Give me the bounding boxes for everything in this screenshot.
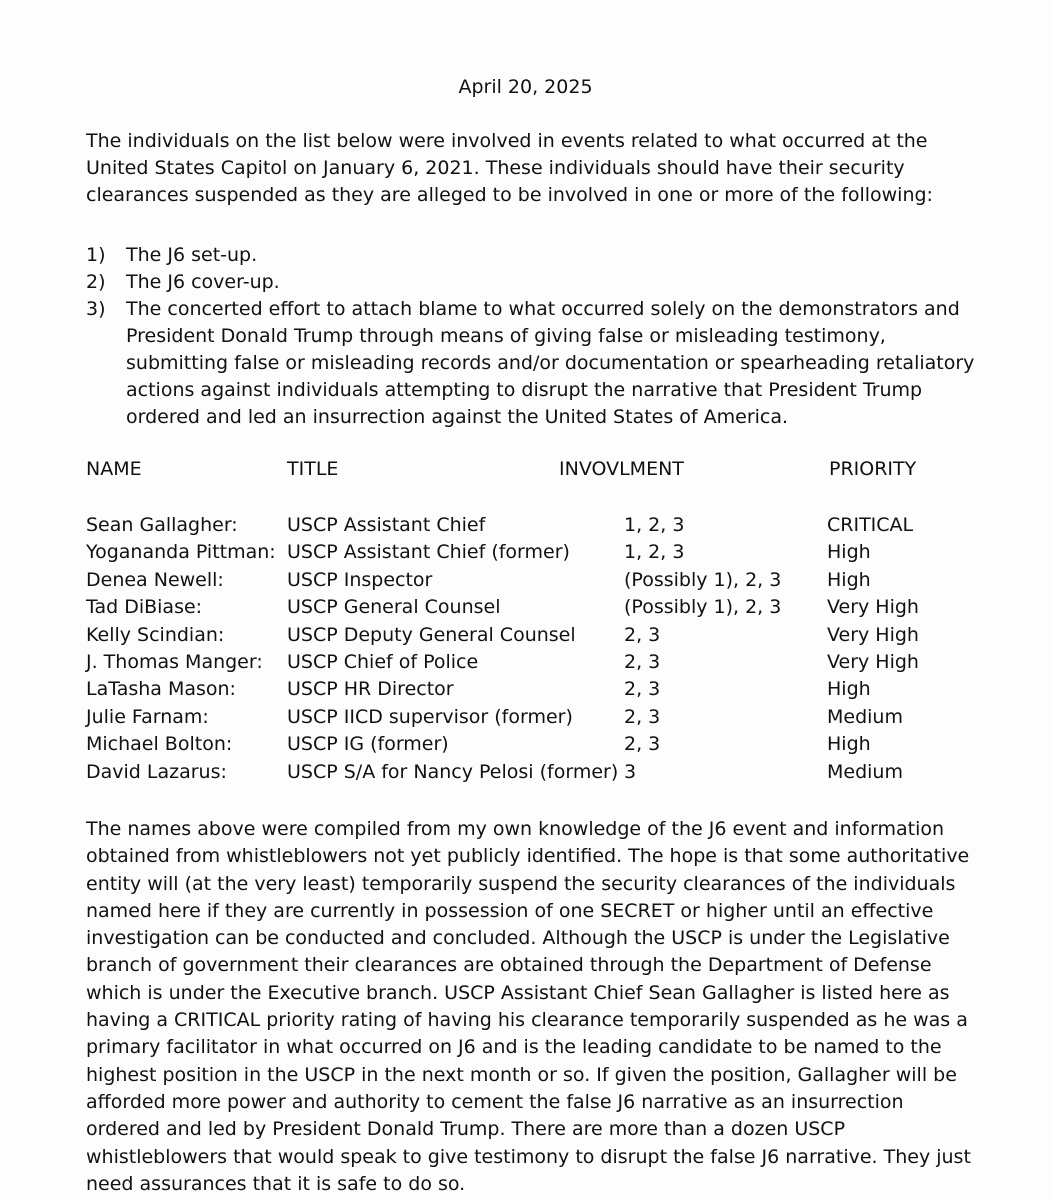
cell-title: USCP Chief of Police [287,650,479,673]
list-number: 2) [86,271,106,293]
closing-paragraph: The names above were compiled from my own knowledge of the J6 event and information obtained from whistleblowers not yet publicly identified. The hope is that some authoritative entity will (at the very least) temporarily suspend the security clearances of the individuals named here if they are currently in possession of one SECRET or higher until an effective investigation can be conducted and concluded. Although the USCP is under the Legislative branch of government their clearances are obtained through the Department of Defense which is under the Executive branch. USCP Assistant Chief Sean Gallagher is listed here as having a CRITICAL priority rating of having his clearance temporarily suspended as he was a primary facilitator in what occurred on J6 and is the leading candidate to be named to the highest position in the USCP in the next month or so. If given the position, Gallagher will be afforded more power and authority to cement the false J6 narrative as an insurrection ordered and led by President Donald Trump. There are more than a dozen USCP whistleblowers that would speak to give testimony to disrupt the false J6 narrative. They just need assurances that it is safe to do so. [86,818,971,1195]
list-number: 3) [86,298,106,320]
list-item [86,269,976,296]
cell-title: USCP Inspector [287,568,433,591]
table-row [86,624,976,651]
cell-priority: High [827,678,871,701]
table-row [86,761,976,788]
table-row [86,706,976,733]
cell-name: LaTasha Mason: [86,678,236,701]
cell-involvement: 1, 2, 3 [624,541,685,564]
cell-title: USCP Deputy General Counsel [287,623,576,646]
list-text: The J6 set-up. [126,244,258,266]
table-row [86,651,976,678]
cell-priority: Medium [827,760,903,783]
cell-involvement: 1, 2, 3 [624,514,685,536]
list-item [86,296,976,431]
header-priority: PRIORITY [829,458,917,480]
cell-title: USCP S/A for Nancy Pelosi (former) [287,760,619,783]
cell-priority: Very High [827,623,919,646]
list-text: The J6 cover-up. [126,271,280,293]
cell-involvement: 2, 3 [624,650,661,673]
list-text: The concerted effort to attach blame to what occurred solely on the demonstrators and President Donald Trump through means of giving false or misleading testimony, submitting false or misleading records and/or documentation or spearheading retaliatory actions against individuals attempting to disrupt the narrative that President Trump ordered and led an insurrection against the United States of America. [126,298,975,428]
cell-name: Sean Gallagher: [86,514,238,536]
cell-title: USCP General Counsel [287,596,501,619]
allegation-list [86,242,976,431]
letter-date: April 20, 2025 [458,76,593,98]
table-row [86,514,976,541]
cell-involvement: (Possibly 1), 2, 3 [624,596,782,619]
cell-name: Yogananda Pittman: [86,541,276,564]
cell-priority: High [827,568,871,591]
cell-priority: CRITICAL [827,514,914,536]
cell-involvement: 3 [624,760,637,783]
header-involvement: INVOVLMENT [559,458,684,480]
cell-involvement: 2, 3 [624,623,661,646]
header-name: NAME [86,458,142,480]
cell-name: David Lazarus: [86,760,227,783]
table-row [86,541,976,568]
table-row [86,569,976,596]
cell-name: Kelly Scindian: [86,623,225,646]
cell-involvement: 2, 3 [624,733,661,756]
cell-involvement: (Possibly 1), 2, 3 [624,568,782,591]
cell-involvement: 2, 3 [624,678,661,701]
cell-priority: Medium [827,705,903,728]
cell-title: USCP IG (former) [287,733,449,756]
list-number: 1) [86,244,106,266]
cell-involvement: 2, 3 [624,705,661,728]
cell-name: Denea Newell: [86,568,224,591]
table-row [86,678,976,705]
cell-name: Tad DiBiase: [86,596,203,619]
cell-name: Julie Farnam: [86,705,209,728]
table-row [86,733,976,760]
cell-name: Michael Bolton: [86,733,233,756]
cell-title: USCP Assistant Chief (former) [287,541,570,564]
cell-priority: High [827,733,871,756]
cell-title: USCP Assistant Chief [287,514,486,536]
cell-name: J. Thomas Manger: [86,650,263,673]
cell-priority: Very High [827,596,919,619]
cell-priority: Very High [827,650,919,673]
table-header [86,458,976,488]
cell-title: USCP IICD supervisor (former) [287,705,573,728]
intro-paragraph: The individuals on the list below were involved in events related to what occurred at the United States Capitol on January 6, 2021. These individuals should have their security clearances suspended as they are alleged to be involved in one or more of the following: [86,130,933,206]
header-title: TITLE [287,458,339,480]
cell-priority: High [827,541,871,564]
cell-title: USCP HR Director [287,678,454,701]
list-item [86,242,976,269]
individuals-table [86,514,976,788]
table-row [86,596,976,623]
